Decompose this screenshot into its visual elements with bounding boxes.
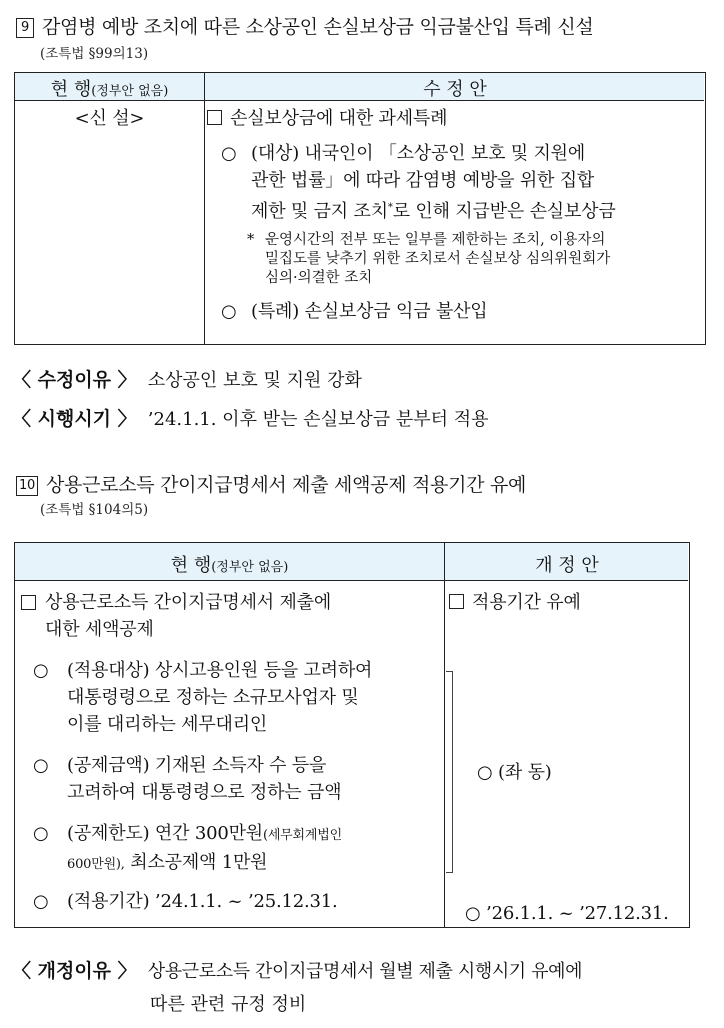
- section10-number: 10: [16, 476, 38, 496]
- section9-title: 감염병 예방 조치에 따른 소상공인 손실보상금 익금불산입 특례 신설: [42, 16, 594, 38]
- section10-reason-line1: 상용근로소득 간이지급명세서 월별 제출 시행시기 유예에: [147, 961, 583, 982]
- section10-head-current: 현 행(정부안 없음): [170, 555, 289, 576]
- section9-effective-text: ’24.1.1. 이후 받는 손실보상금 분부터 적용: [147, 409, 489, 430]
- circle-bullet-icon: ○: [33, 660, 49, 681]
- section10-cur-bullet3: ○ (공제한도) 연간 300만원(세무회계법인 600만원), 최소공제액 1만원: [19, 820, 441, 878]
- section9-reason-label: 수정이유: [37, 369, 112, 391]
- section9-effective-row: 〈 시행시기 〉 ’24.1.1. 이후 받는 손실보상금 분부터 적용: [12, 408, 489, 430]
- section9-rev-bullet2: ○ (특례) 손실보상금 익금 불산입: [207, 298, 703, 325]
- section10-current-body: [19, 589, 441, 915]
- section9-rev-item1: 손실보상금에 대한 과세특례: [207, 105, 703, 132]
- circle-bullet-icon: ○: [33, 891, 49, 912]
- checkbox-icon: [449, 594, 464, 609]
- section10-reason-label: 개정이유: [37, 960, 112, 982]
- section10-head-revised: 개 정 안: [535, 555, 599, 576]
- section10-title: 상용근로소득 간이지급명세서 제출 세액공제 적용기간 유예: [46, 474, 527, 496]
- circle-bullet-icon: ○: [33, 755, 49, 776]
- section10-bracket: [446, 671, 453, 873]
- section10-cur-bullet4: ○ (적용기간) ’24.1.1. ~ ’25.12.31.: [19, 888, 441, 915]
- section10-cur-bullet2: ○ (공제금액) 기재된 소득자 수 등을 고려하여 대통령령으로 정하는 금액: [19, 752, 441, 806]
- section9-number: 9: [16, 18, 34, 38]
- circle-bullet-icon: ○: [221, 301, 237, 322]
- circle-bullet-icon: ○: [477, 762, 493, 783]
- section9-law-ref: (조특법 §99의13): [40, 46, 149, 62]
- section10-reason-line2: 따른 관련 규정 정비: [150, 994, 307, 1015]
- section9-effective-label: 시행시기: [37, 408, 112, 430]
- section9-revised-body: [207, 105, 703, 325]
- section10-cur-item: 상용근로소득 간이지급명세서 제출에 대한 세액공제: [19, 589, 441, 643]
- section10-rev-period: ○ ’26.1.1. ~ ’27.12.31.: [465, 903, 669, 924]
- section10-law-ref: (조특법 §104의5): [40, 502, 149, 518]
- section10-rev-item: 적용기간 유예: [449, 589, 581, 616]
- section9-title-row: [16, 12, 593, 39]
- checkbox-icon: [21, 595, 36, 610]
- section9-table: [14, 72, 706, 345]
- section9-current-body: <신 설>: [74, 108, 145, 129]
- checkbox-icon: [207, 110, 222, 125]
- section10-cur-bullet1: ○ (적용대상) 상시고용인원 등을 고려하여 대통령령으로 정하는 소규모사업자 및 이를 대리하는 세무대리인: [19, 657, 441, 738]
- section10-rev-same: ○ (좌 동): [477, 762, 552, 783]
- section9-column-divider: [204, 73, 205, 344]
- section10-reason-row: 〈 개정이유 〉 상용근로소득 간이지급명세서 월별 제출 시행시기 유예에: [12, 960, 583, 982]
- circle-bullet-icon: ○: [465, 903, 481, 924]
- section10-column-divider: [444, 543, 445, 927]
- section9-reason-text: 소상공인 보호 및 지원 강화: [147, 370, 362, 391]
- section9-rev-bullet1: ○ (대상) 내국인이 「소상공인 보호 및 지원에 관한 법률」에 따라 감염병 예방을 위한 집합 제한 및 금지 조치*로 인해 지급받은 손실보상금: [207, 140, 703, 225]
- circle-bullet-icon: ○: [221, 143, 237, 164]
- section10-title-row: [16, 470, 526, 497]
- section10-table: [14, 542, 690, 928]
- section9-head-revised: 수 정 안: [423, 79, 487, 100]
- section9-head-current: 현 행(정부안 없음): [50, 79, 169, 100]
- section9-reason-row: 〈 수정이유 〉 소상공인 보호 및 지원 강화: [12, 369, 362, 391]
- circle-bullet-icon: ○: [33, 823, 49, 844]
- section9-rev-note: * 운영시간의 전부 또는 일부를 제한하는 조치, 이용자의 밀집도를 낮추기 위한 조치로서 손실보상 심의위원회가 심의·의결한 조치: [247, 232, 611, 286]
